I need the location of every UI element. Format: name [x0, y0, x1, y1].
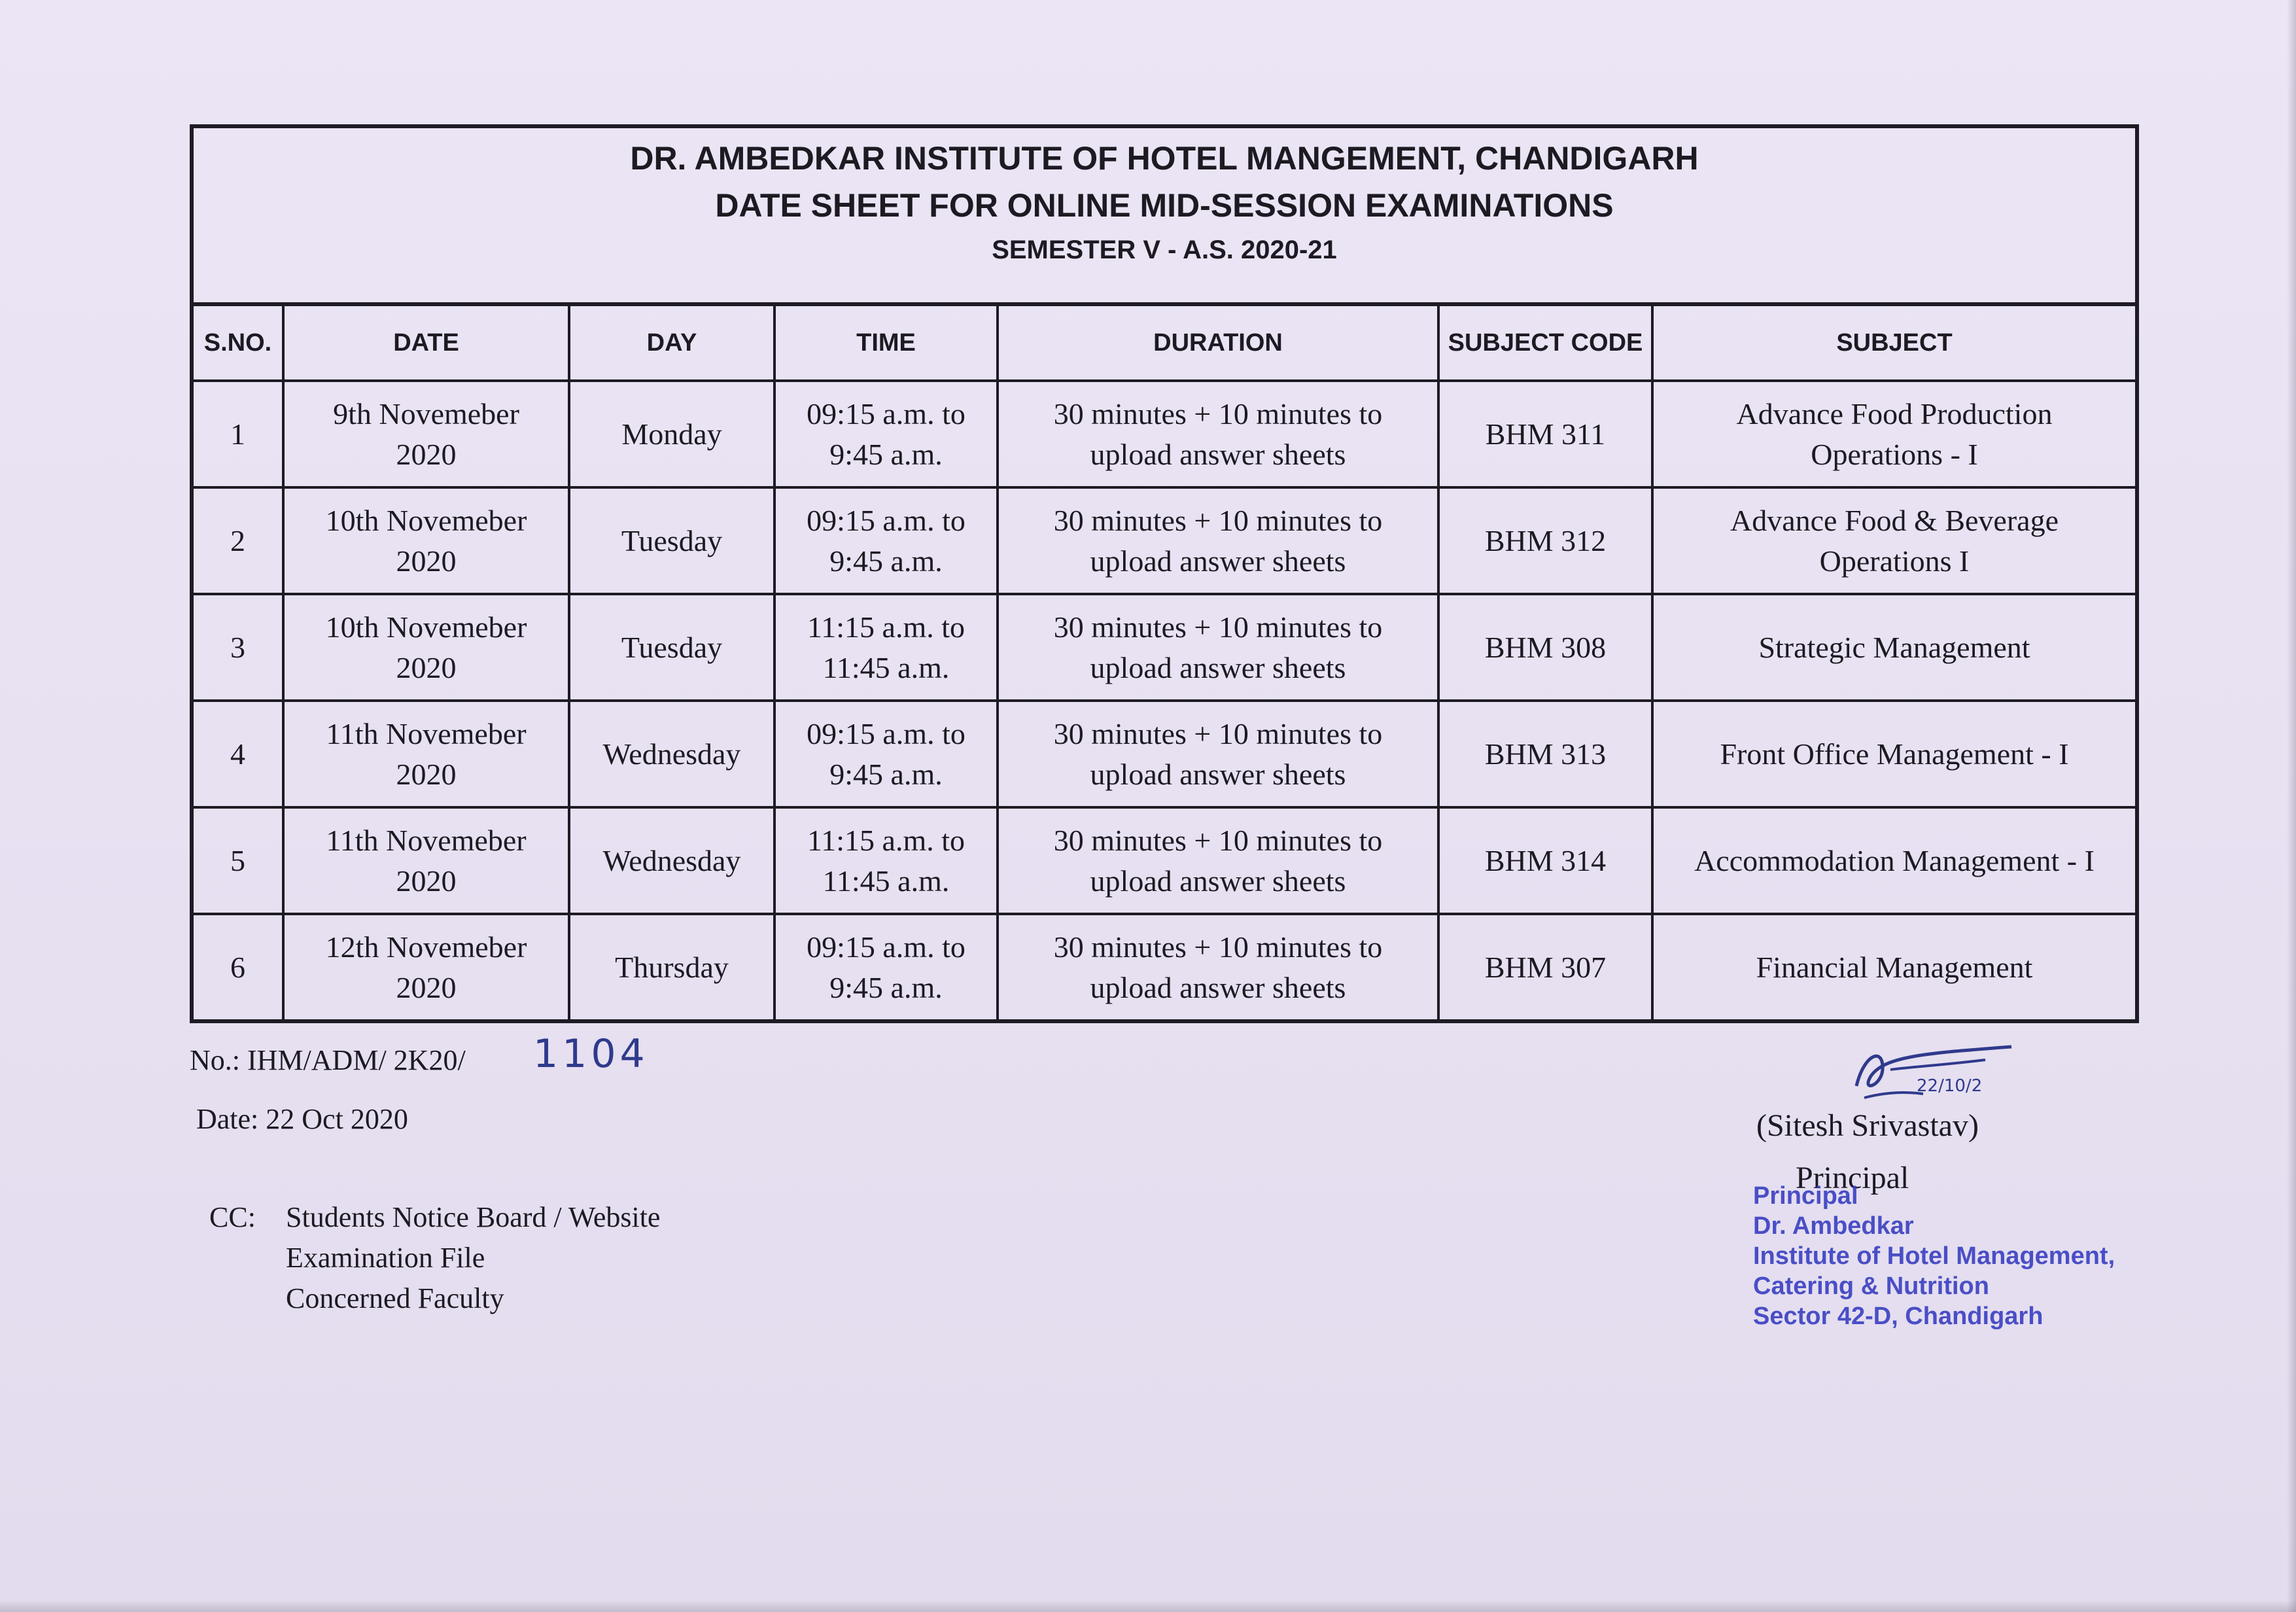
cell-date: [283, 487, 569, 594]
stamp-line: Dr. Ambedkar: [1753, 1212, 1914, 1240]
cell-subject: Front Office Management - I: [1652, 701, 2135, 807]
cell-date: [283, 594, 569, 701]
duration-line: 30 minutes + 10 minutes to: [1053, 396, 1383, 430]
cell-duration: [998, 914, 1438, 1019]
time-start: 11:15 a.m. to: [807, 823, 965, 857]
duration-line: upload answer sheets: [1090, 864, 1346, 898]
duration-line: 30 minutes + 10 minutes to: [1053, 503, 1383, 537]
date-line: 10th Novemeber: [325, 503, 527, 537]
time-end: 9:45 a.m.: [829, 437, 943, 471]
time-end: 11:45 a.m.: [822, 650, 950, 684]
duration-line: upload answer sheets: [1090, 757, 1346, 791]
cell-sno: 6: [194, 914, 283, 1019]
table-row: [194, 914, 2135, 1019]
cc-list: [286, 1197, 660, 1319]
column-header-duration: DURATION: [998, 306, 1438, 381]
column-header-sno: S.NO.: [194, 306, 283, 381]
cell-sno: 1: [194, 381, 283, 487]
cell-duration: [998, 807, 1438, 914]
official-stamp: [1753, 1181, 2115, 1331]
date-line: 11th Novemeber: [326, 823, 527, 857]
cell-subject-code: BHM 311: [1438, 381, 1652, 487]
time-end: 9:45 a.m.: [829, 757, 943, 791]
cell-date: [283, 914, 569, 1019]
year-line: 2020: [396, 544, 457, 578]
cell-time: [774, 807, 998, 914]
reference-label: No.: IHM/ADM/ 2K20/: [190, 1044, 466, 1076]
cell-date: [283, 381, 569, 487]
duration-line: 30 minutes + 10 minutes to: [1053, 823, 1383, 857]
cell-time: [774, 487, 998, 594]
cc-label: CC:: [209, 1201, 256, 1233]
date-sheet-table-frame: [190, 124, 2139, 1023]
signatory-title: Principal: [1796, 1161, 1909, 1195]
cell-day: Wednesday: [569, 701, 774, 807]
cell-subject-code: BHM 314: [1438, 807, 1652, 914]
cell-date: [283, 701, 569, 807]
scan-edge: [0, 1600, 2296, 1612]
table-row: [194, 594, 2135, 701]
cell-subject: Financial Management: [1652, 914, 2135, 1019]
time-end: 9:45 a.m.: [829, 544, 943, 578]
duration-line: upload answer sheets: [1090, 544, 1346, 578]
date-line: 9th Novemeber: [333, 396, 519, 430]
cell-day: Tuesday: [569, 487, 774, 594]
duration-line: 30 minutes + 10 minutes to: [1053, 610, 1383, 644]
cell-date: [283, 807, 569, 914]
cell-sno: 3: [194, 594, 283, 701]
column-header-subject: SUBJECT: [1652, 306, 2135, 381]
stamp-line: Institute of Hotel Management,: [1753, 1242, 2115, 1270]
stamp-line: Catering & Nutrition: [1753, 1272, 1989, 1300]
cell-subject-code: BHM 308: [1438, 594, 1652, 701]
date-line: 11th Novemeber: [326, 716, 527, 750]
duration-line: 30 minutes + 10 minutes to: [1053, 716, 1383, 750]
cell-duration: [998, 381, 1438, 487]
cc-item: Students Notice Board / Website: [286, 1201, 661, 1233]
table-row: [194, 487, 2135, 594]
subject-line: Advance Food Production: [1736, 396, 2053, 430]
year-line: 2020: [396, 970, 457, 1004]
year-line: 2020: [396, 650, 457, 684]
cell-subject-code: BHM 307: [1438, 914, 1652, 1019]
cell-subject: [1652, 487, 2135, 594]
cell-duration: [998, 594, 1438, 701]
semester-label: SEMESTER V - A.S. 2020-21: [992, 236, 1337, 264]
reference-number: [190, 1031, 649, 1081]
cc-item: Concerned Faculty: [286, 1282, 504, 1314]
time-end: 9:45 a.m.: [829, 970, 943, 1004]
cell-time: [774, 594, 998, 701]
cell-time: [774, 914, 998, 1019]
table-row: [194, 381, 2135, 487]
cell-time: [774, 701, 998, 807]
column-header-day: DAY: [569, 306, 774, 381]
cell-sno: 5: [194, 807, 283, 914]
subject-line: Operations - I: [1811, 437, 1978, 471]
table-row: [194, 807, 2135, 914]
duration-line: 30 minutes + 10 minutes to: [1053, 930, 1383, 964]
date-line: 12th Novemeber: [325, 930, 527, 964]
column-header-time: TIME: [774, 306, 998, 381]
cell-day: Wednesday: [569, 807, 774, 914]
time-start: 09:15 a.m. to: [807, 396, 965, 430]
cell-subject: Accommodation Management - I: [1652, 807, 2135, 914]
time-start: 09:15 a.m. to: [807, 716, 965, 750]
time-start: 11:15 a.m. to: [807, 610, 965, 644]
cell-subject-code: BHM 313: [1438, 701, 1652, 807]
year-line: 2020: [396, 437, 457, 471]
exam-schedule-table: [194, 306, 2135, 1019]
column-header-subject-code: SUBJECT CODE: [1438, 306, 1652, 381]
column-header-date: DATE: [283, 306, 569, 381]
cell-day: Thursday: [569, 914, 774, 1019]
time-start: 09:15 a.m. to: [807, 503, 965, 537]
cell-subject-code: BHM 312: [1438, 487, 1652, 594]
cell-subject: [1652, 381, 2135, 487]
handwritten-reference: 1104: [533, 1031, 649, 1077]
subject-line: Advance Food & Beverage: [1730, 503, 2059, 537]
subject-line: Operations I: [1819, 544, 1970, 578]
year-line: 2020: [396, 757, 457, 791]
signature-scribble: [1845, 1040, 2028, 1112]
cell-subject: Strategic Management: [1652, 594, 2135, 701]
cell-sno: 4: [194, 701, 283, 807]
signatory-name: (Sitesh Srivastav): [1756, 1108, 1979, 1143]
institute-name: DR. AMBEDKAR INSTITUTE OF HOTEL MANGEMENT, CHANDIGARH: [630, 140, 1699, 177]
date-line: 10th Novemeber: [325, 610, 527, 644]
cell-sno: 2: [194, 487, 283, 594]
table-row: [194, 701, 2135, 807]
cell-duration: [998, 701, 1438, 807]
duration-line: upload answer sheets: [1090, 650, 1346, 684]
duration-line: upload answer sheets: [1090, 437, 1346, 471]
cell-day: Monday: [569, 381, 774, 487]
time-start: 09:15 a.m. to: [807, 930, 965, 964]
scan-edge: [2287, 0, 2296, 1612]
cc-item: Examination File: [286, 1242, 485, 1274]
stamp-line: Principal: [1753, 1182, 1858, 1210]
cell-duration: [998, 487, 1438, 594]
table-header-row: [194, 306, 2135, 381]
signature-date: 22/10/2: [1917, 1076, 1983, 1096]
duration-line: upload answer sheets: [1090, 970, 1346, 1004]
stamp-line: Sector 42-D, Chandigarh: [1753, 1303, 2044, 1330]
cell-day: Tuesday: [569, 594, 774, 701]
sheet-header: [194, 128, 2135, 306]
time-end: 11:45 a.m.: [822, 864, 950, 898]
issue-date: Date: 22 Oct 2020: [196, 1103, 408, 1135]
year-line: 2020: [396, 864, 457, 898]
cell-time: [774, 381, 998, 487]
sheet-title: DATE SHEET FOR ONLINE MID-SESSION EXAMINATIONS: [715, 187, 1614, 224]
